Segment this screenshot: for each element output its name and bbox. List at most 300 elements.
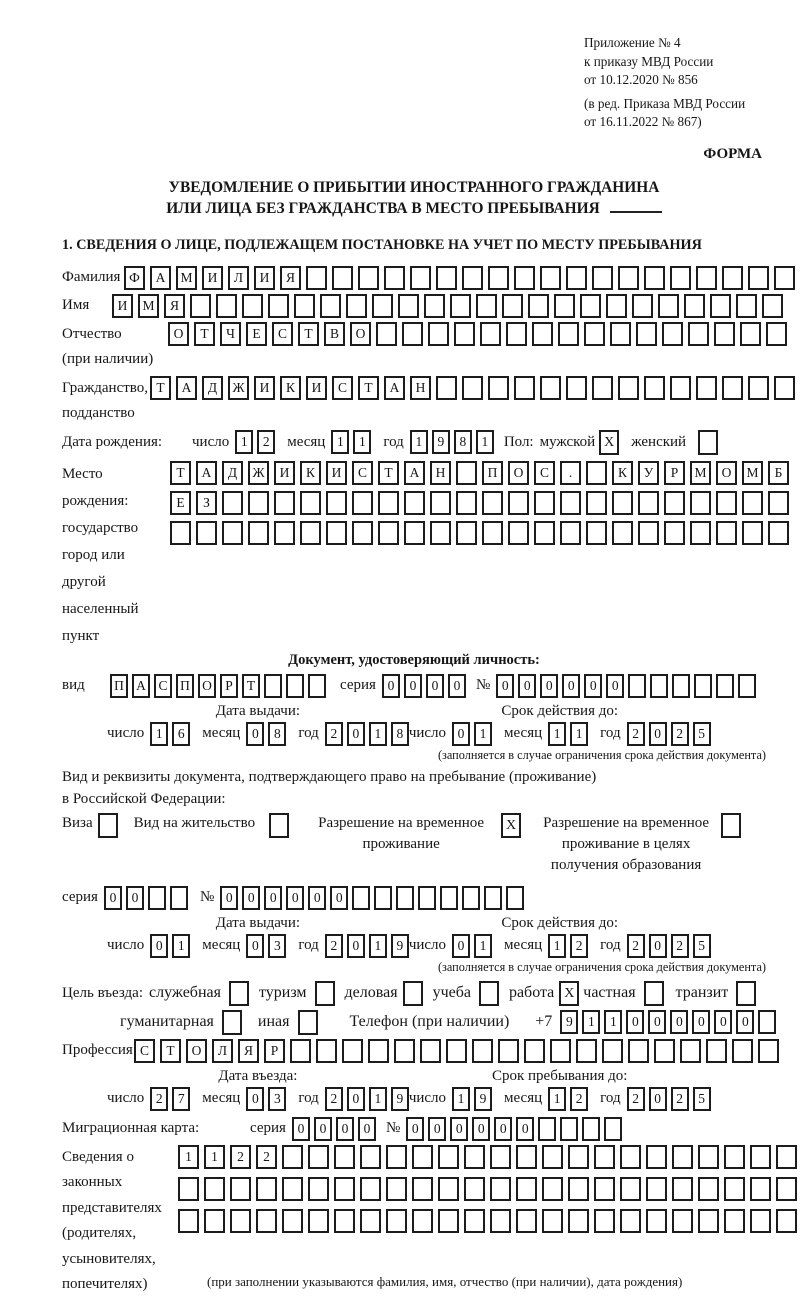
char-cell[interactable] <box>436 266 457 290</box>
residence-permit-checkbox[interactable] <box>269 813 289 838</box>
char-cell[interactable]: 1 <box>452 1087 470 1111</box>
char-cell[interactable]: Я <box>238 1039 259 1063</box>
char-cell[interactable]: 1 <box>548 722 566 746</box>
char-cell[interactable] <box>542 1209 563 1233</box>
char-cell[interactable]: 5 <box>693 722 711 746</box>
char-cell[interactable]: 2 <box>627 722 645 746</box>
char-cell[interactable] <box>412 1177 433 1201</box>
char-cell[interactable] <box>386 1177 407 1201</box>
char-cell[interactable] <box>508 491 529 515</box>
char-cell[interactable] <box>716 491 737 515</box>
char-cell[interactable] <box>582 1117 600 1141</box>
char-cell[interactable]: 0 <box>104 886 122 910</box>
char-cell[interactable]: 2 <box>150 1087 168 1111</box>
char-cell[interactable]: 0 <box>670 1010 688 1034</box>
char-cell[interactable] <box>742 491 763 515</box>
char-cell[interactable] <box>722 266 743 290</box>
char-cell[interactable]: 2 <box>570 934 588 958</box>
char-cell[interactable]: О <box>186 1039 207 1063</box>
char-cell[interactable] <box>592 376 613 400</box>
char-cell[interactable] <box>542 1177 563 1201</box>
char-cell[interactable]: 0 <box>382 674 400 698</box>
char-cell[interactable] <box>560 491 581 515</box>
char-cell[interactable] <box>438 1177 459 1201</box>
char-cell[interactable]: 0 <box>626 1010 644 1034</box>
char-cell[interactable] <box>560 1117 578 1141</box>
char-cell[interactable] <box>430 521 451 545</box>
char-cell[interactable] <box>352 491 373 515</box>
char-cell[interactable] <box>230 1177 251 1201</box>
char-cell[interactable] <box>524 1039 545 1063</box>
char-cell[interactable]: О <box>350 322 371 346</box>
char-cell[interactable] <box>286 674 304 698</box>
char-cell[interactable] <box>274 521 295 545</box>
char-cell[interactable] <box>342 1039 363 1063</box>
char-cell[interactable] <box>484 886 502 910</box>
char-cell[interactable] <box>290 1039 311 1063</box>
char-cell[interactable] <box>636 322 657 346</box>
char-cell[interactable] <box>178 1177 199 1201</box>
char-cell[interactable] <box>412 1145 433 1169</box>
char-cell[interactable] <box>294 294 315 318</box>
char-cell[interactable]: Е <box>170 491 191 515</box>
char-cell[interactable] <box>566 266 587 290</box>
visa-checkbox[interactable] <box>98 813 118 838</box>
temp-residence-edu-checkbox[interactable] <box>721 813 741 838</box>
char-cell[interactable] <box>768 491 789 515</box>
char-cell[interactable] <box>594 1209 615 1233</box>
char-cell[interactable] <box>300 491 321 515</box>
char-cell[interactable]: 1 <box>476 430 494 454</box>
char-cell[interactable]: Б <box>768 461 789 485</box>
char-cell[interactable] <box>480 322 501 346</box>
char-cell[interactable]: 9 <box>391 934 409 958</box>
char-cell[interactable] <box>688 322 709 346</box>
char-cell[interactable] <box>412 1209 433 1233</box>
char-cell[interactable] <box>594 1177 615 1201</box>
char-cell[interactable]: 1 <box>410 430 428 454</box>
char-cell[interactable]: 1 <box>570 722 588 746</box>
char-cell[interactable]: 3 <box>268 1087 286 1111</box>
char-cell[interactable] <box>488 376 509 400</box>
char-cell[interactable]: 1 <box>235 430 253 454</box>
char-cell[interactable]: 1 <box>369 722 387 746</box>
char-cell[interactable] <box>646 1145 667 1169</box>
char-cell[interactable] <box>592 266 613 290</box>
char-cell[interactable]: Т <box>170 461 191 485</box>
char-cell[interactable]: 2 <box>325 934 343 958</box>
char-cell[interactable] <box>690 521 711 545</box>
char-cell[interactable]: 0 <box>347 934 365 958</box>
char-cell[interactable] <box>658 294 679 318</box>
char-cell[interactable] <box>532 322 553 346</box>
char-cell[interactable] <box>684 294 705 318</box>
char-cell[interactable] <box>620 1145 641 1169</box>
char-cell[interactable]: 0 <box>330 886 348 910</box>
char-cell[interactable] <box>664 491 685 515</box>
char-cell[interactable] <box>204 1177 225 1201</box>
purpose-tourism-checkbox[interactable] <box>315 981 335 1006</box>
char-cell[interactable]: 0 <box>246 934 264 958</box>
char-cell[interactable] <box>568 1177 589 1201</box>
char-cell[interactable] <box>378 491 399 515</box>
char-cell[interactable] <box>670 376 691 400</box>
char-cell[interactable]: Т <box>358 376 379 400</box>
char-cell[interactable] <box>222 491 243 515</box>
char-cell[interactable]: 1 <box>369 1087 387 1111</box>
char-cell[interactable]: 0 <box>496 674 514 698</box>
char-cell[interactable]: Д <box>222 461 243 485</box>
char-cell[interactable] <box>514 376 535 400</box>
char-cell[interactable]: 0 <box>150 934 168 958</box>
char-cell[interactable] <box>748 266 769 290</box>
char-cell[interactable] <box>558 322 579 346</box>
char-cell[interactable] <box>256 1209 277 1233</box>
char-cell[interactable] <box>446 1039 467 1063</box>
char-cell[interactable] <box>740 322 761 346</box>
char-cell[interactable] <box>698 1177 719 1201</box>
char-cell[interactable] <box>722 376 743 400</box>
char-cell[interactable] <box>742 521 763 545</box>
char-cell[interactable] <box>554 294 575 318</box>
char-cell[interactable] <box>672 1209 693 1233</box>
char-cell[interactable] <box>698 1145 719 1169</box>
char-cell[interactable]: 8 <box>454 430 472 454</box>
char-cell[interactable]: К <box>612 461 633 485</box>
char-cell[interactable] <box>334 1177 355 1201</box>
purpose-humanitarian-checkbox[interactable] <box>222 1010 242 1035</box>
char-cell[interactable]: 9 <box>560 1010 578 1034</box>
char-cell[interactable] <box>736 294 757 318</box>
char-cell[interactable] <box>282 1209 303 1233</box>
char-cell[interactable]: 3 <box>268 934 286 958</box>
char-cell[interactable]: 1 <box>150 722 168 746</box>
char-cell[interactable] <box>502 294 523 318</box>
char-cell[interactable] <box>394 1039 415 1063</box>
char-cell[interactable]: Я <box>164 294 185 318</box>
char-cell[interactable] <box>694 674 712 698</box>
char-cell[interactable]: О <box>198 674 216 698</box>
char-cell[interactable] <box>300 521 321 545</box>
char-cell[interactable] <box>698 1209 719 1233</box>
char-cell[interactable]: 0 <box>714 1010 732 1034</box>
char-cell[interactable]: 0 <box>336 1117 354 1141</box>
char-cell[interactable] <box>584 322 605 346</box>
char-cell[interactable] <box>586 461 607 485</box>
char-cell[interactable]: 1 <box>604 1010 622 1034</box>
char-cell[interactable] <box>696 376 717 400</box>
char-cell[interactable] <box>646 1177 667 1201</box>
char-cell[interactable]: 9 <box>432 430 450 454</box>
char-cell[interactable] <box>528 294 549 318</box>
char-cell[interactable] <box>506 886 524 910</box>
char-cell[interactable]: 9 <box>474 1087 492 1111</box>
char-cell[interactable] <box>662 322 683 346</box>
char-cell[interactable] <box>654 1039 675 1063</box>
char-cell[interactable]: 1 <box>474 934 492 958</box>
char-cell[interactable] <box>714 322 735 346</box>
char-cell[interactable]: М <box>690 461 711 485</box>
char-cell[interactable] <box>148 886 166 910</box>
char-cell[interactable] <box>456 491 477 515</box>
char-cell[interactable] <box>204 1209 225 1233</box>
char-cell[interactable] <box>602 1039 623 1063</box>
char-cell[interactable] <box>710 294 731 318</box>
char-cell[interactable]: 0 <box>428 1117 446 1141</box>
char-cell[interactable] <box>320 294 341 318</box>
char-cell[interactable]: 8 <box>391 722 409 746</box>
char-cell[interactable] <box>618 266 639 290</box>
char-cell[interactable] <box>268 294 289 318</box>
char-cell[interactable]: 0 <box>494 1117 512 1141</box>
char-cell[interactable] <box>360 1177 381 1201</box>
char-cell[interactable] <box>706 1039 727 1063</box>
char-cell[interactable]: 0 <box>314 1117 332 1141</box>
char-cell[interactable]: 2 <box>256 1145 277 1169</box>
char-cell[interactable] <box>758 1010 776 1034</box>
char-cell[interactable]: П <box>482 461 503 485</box>
char-cell[interactable] <box>334 1145 355 1169</box>
char-cell[interactable]: Ж <box>228 376 249 400</box>
char-cell[interactable] <box>482 491 503 515</box>
char-cell[interactable] <box>766 322 787 346</box>
char-cell[interactable]: Т <box>378 461 399 485</box>
char-cell[interactable]: И <box>202 266 223 290</box>
char-cell[interactable] <box>190 294 211 318</box>
char-cell[interactable] <box>360 1145 381 1169</box>
char-cell[interactable]: А <box>384 376 405 400</box>
char-cell[interactable]: 7 <box>172 1087 190 1111</box>
char-cell[interactable] <box>774 376 795 400</box>
char-cell[interactable] <box>644 376 665 400</box>
char-cell[interactable] <box>534 491 555 515</box>
char-cell[interactable]: 1 <box>548 1087 566 1111</box>
char-cell[interactable]: С <box>332 376 353 400</box>
char-cell[interactable] <box>482 521 503 545</box>
char-cell[interactable] <box>462 376 483 400</box>
char-cell[interactable]: Н <box>430 461 451 485</box>
char-cell[interactable]: 1 <box>369 934 387 958</box>
char-cell[interactable]: 2 <box>570 1087 588 1111</box>
char-cell[interactable] <box>638 491 659 515</box>
char-cell[interactable] <box>650 674 668 698</box>
char-cell[interactable] <box>386 1209 407 1233</box>
char-cell[interactable] <box>774 266 795 290</box>
char-cell[interactable] <box>776 1145 797 1169</box>
char-cell[interactable] <box>216 294 237 318</box>
char-cell[interactable] <box>424 294 445 318</box>
char-cell[interactable]: 0 <box>126 886 144 910</box>
char-cell[interactable]: 0 <box>649 1087 667 1111</box>
char-cell[interactable] <box>438 1145 459 1169</box>
char-cell[interactable] <box>462 266 483 290</box>
char-cell[interactable]: 0 <box>606 674 624 698</box>
char-cell[interactable] <box>670 266 691 290</box>
char-cell[interactable]: 1 <box>178 1145 199 1169</box>
char-cell[interactable] <box>586 491 607 515</box>
char-cell[interactable]: И <box>306 376 327 400</box>
char-cell[interactable]: 6 <box>172 722 190 746</box>
sex-male-checkbox[interactable]: X <box>599 430 619 455</box>
char-cell[interactable]: Т <box>298 322 319 346</box>
char-cell[interactable]: 2 <box>627 1087 645 1111</box>
char-cell[interactable]: 0 <box>406 1117 424 1141</box>
char-cell[interactable] <box>420 1039 441 1063</box>
char-cell[interactable]: 1 <box>582 1010 600 1034</box>
char-cell[interactable]: Р <box>664 461 685 485</box>
char-cell[interactable]: С <box>272 322 293 346</box>
char-cell[interactable]: 0 <box>347 722 365 746</box>
char-cell[interactable] <box>386 1145 407 1169</box>
char-cell[interactable] <box>690 491 711 515</box>
char-cell[interactable]: 0 <box>540 674 558 698</box>
char-cell[interactable] <box>404 491 425 515</box>
char-cell[interactable]: Д <box>202 376 223 400</box>
char-cell[interactable] <box>610 322 631 346</box>
char-cell[interactable] <box>374 886 392 910</box>
char-cell[interactable]: 1 <box>548 934 566 958</box>
char-cell[interactable] <box>404 521 425 545</box>
char-cell[interactable]: 1 <box>172 934 190 958</box>
purpose-official-checkbox[interactable] <box>229 981 249 1006</box>
char-cell[interactable] <box>628 674 646 698</box>
char-cell[interactable]: А <box>404 461 425 485</box>
char-cell[interactable]: 5 <box>693 1087 711 1111</box>
char-cell[interactable]: Н <box>410 376 431 400</box>
char-cell[interactable] <box>620 1177 641 1201</box>
char-cell[interactable] <box>384 266 405 290</box>
char-cell[interactable]: 1 <box>331 430 349 454</box>
char-cell[interactable]: 0 <box>448 674 466 698</box>
char-cell[interactable] <box>372 294 393 318</box>
char-cell[interactable] <box>672 1177 693 1201</box>
char-cell[interactable] <box>638 521 659 545</box>
char-cell[interactable] <box>566 376 587 400</box>
char-cell[interactable]: Л <box>228 266 249 290</box>
char-cell[interactable]: 2 <box>257 430 275 454</box>
char-cell[interactable]: 0 <box>292 1117 310 1141</box>
char-cell[interactable]: 1 <box>204 1145 225 1169</box>
char-cell[interactable]: 0 <box>246 722 264 746</box>
char-cell[interactable]: 0 <box>426 674 444 698</box>
char-cell[interactable] <box>430 491 451 515</box>
char-cell[interactable]: 0 <box>220 886 238 910</box>
char-cell[interactable] <box>748 376 769 400</box>
char-cell[interactable]: Т <box>194 322 215 346</box>
char-cell[interactable]: 0 <box>358 1117 376 1141</box>
char-cell[interactable] <box>768 521 789 545</box>
char-cell[interactable]: 1 <box>353 430 371 454</box>
char-cell[interactable] <box>352 521 373 545</box>
char-cell[interactable] <box>440 886 458 910</box>
char-cell[interactable] <box>456 521 477 545</box>
char-cell[interactable]: И <box>254 266 275 290</box>
char-cell[interactable] <box>378 521 399 545</box>
char-cell[interactable]: М <box>176 266 197 290</box>
char-cell[interactable] <box>428 322 449 346</box>
char-cell[interactable] <box>222 521 243 545</box>
char-cell[interactable]: 0 <box>472 1117 490 1141</box>
char-cell[interactable] <box>672 674 690 698</box>
char-cell[interactable] <box>490 1177 511 1201</box>
char-cell[interactable] <box>454 322 475 346</box>
char-cell[interactable]: 0 <box>246 1087 264 1111</box>
char-cell[interactable] <box>376 322 397 346</box>
purpose-transit-checkbox[interactable] <box>736 981 756 1006</box>
char-cell[interactable] <box>256 1177 277 1201</box>
char-cell[interactable] <box>436 376 457 400</box>
char-cell[interactable]: 0 <box>736 1010 754 1034</box>
char-cell[interactable] <box>534 521 555 545</box>
purpose-work-checkbox[interactable]: X <box>559 981 579 1006</box>
char-cell[interactable] <box>738 674 756 698</box>
char-cell[interactable] <box>488 266 509 290</box>
char-cell[interactable]: 2 <box>627 934 645 958</box>
char-cell[interactable] <box>724 1177 745 1201</box>
char-cell[interactable]: И <box>254 376 275 400</box>
char-cell[interactable]: Т <box>160 1039 181 1063</box>
char-cell[interactable] <box>568 1209 589 1233</box>
char-cell[interactable] <box>306 266 327 290</box>
char-cell[interactable] <box>472 1039 493 1063</box>
char-cell[interactable]: А <box>132 674 150 698</box>
char-cell[interactable]: Р <box>220 674 238 698</box>
char-cell[interactable]: Ч <box>220 322 241 346</box>
char-cell[interactable] <box>628 1039 649 1063</box>
char-cell[interactable] <box>586 521 607 545</box>
char-cell[interactable] <box>464 1209 485 1233</box>
char-cell[interactable]: 0 <box>452 934 470 958</box>
char-cell[interactable] <box>358 266 379 290</box>
char-cell[interactable] <box>644 266 665 290</box>
char-cell[interactable] <box>464 1177 485 1201</box>
char-cell[interactable] <box>696 266 717 290</box>
char-cell[interactable]: 5 <box>693 934 711 958</box>
char-cell[interactable] <box>326 491 347 515</box>
char-cell[interactable] <box>716 521 737 545</box>
char-cell[interactable] <box>758 1039 779 1063</box>
char-cell[interactable] <box>606 294 627 318</box>
char-cell[interactable] <box>618 376 639 400</box>
char-cell[interactable]: 0 <box>649 934 667 958</box>
char-cell[interactable]: Т <box>242 674 260 698</box>
char-cell[interactable]: 2 <box>325 722 343 746</box>
char-cell[interactable] <box>264 674 282 698</box>
char-cell[interactable] <box>334 1209 355 1233</box>
char-cell[interactable]: М <box>742 461 763 485</box>
char-cell[interactable] <box>248 491 269 515</box>
char-cell[interactable] <box>568 1145 589 1169</box>
char-cell[interactable]: 0 <box>242 886 260 910</box>
char-cell[interactable] <box>750 1177 771 1201</box>
char-cell[interactable]: В <box>324 322 345 346</box>
char-cell[interactable] <box>230 1209 251 1233</box>
char-cell[interactable]: И <box>326 461 347 485</box>
char-cell[interactable] <box>506 322 527 346</box>
char-cell[interactable]: З <box>196 491 217 515</box>
char-cell[interactable] <box>538 1117 556 1141</box>
char-cell[interactable] <box>308 1177 329 1201</box>
purpose-business-checkbox[interactable] <box>403 981 423 1006</box>
char-cell[interactable] <box>308 1145 329 1169</box>
char-cell[interactable] <box>476 294 497 318</box>
char-cell[interactable]: 1 <box>474 722 492 746</box>
char-cell[interactable]: С <box>134 1039 155 1063</box>
char-cell[interactable] <box>308 1209 329 1233</box>
char-cell[interactable] <box>282 1177 303 1201</box>
char-cell[interactable]: 2 <box>671 722 689 746</box>
char-cell[interactable]: 0 <box>692 1010 710 1034</box>
